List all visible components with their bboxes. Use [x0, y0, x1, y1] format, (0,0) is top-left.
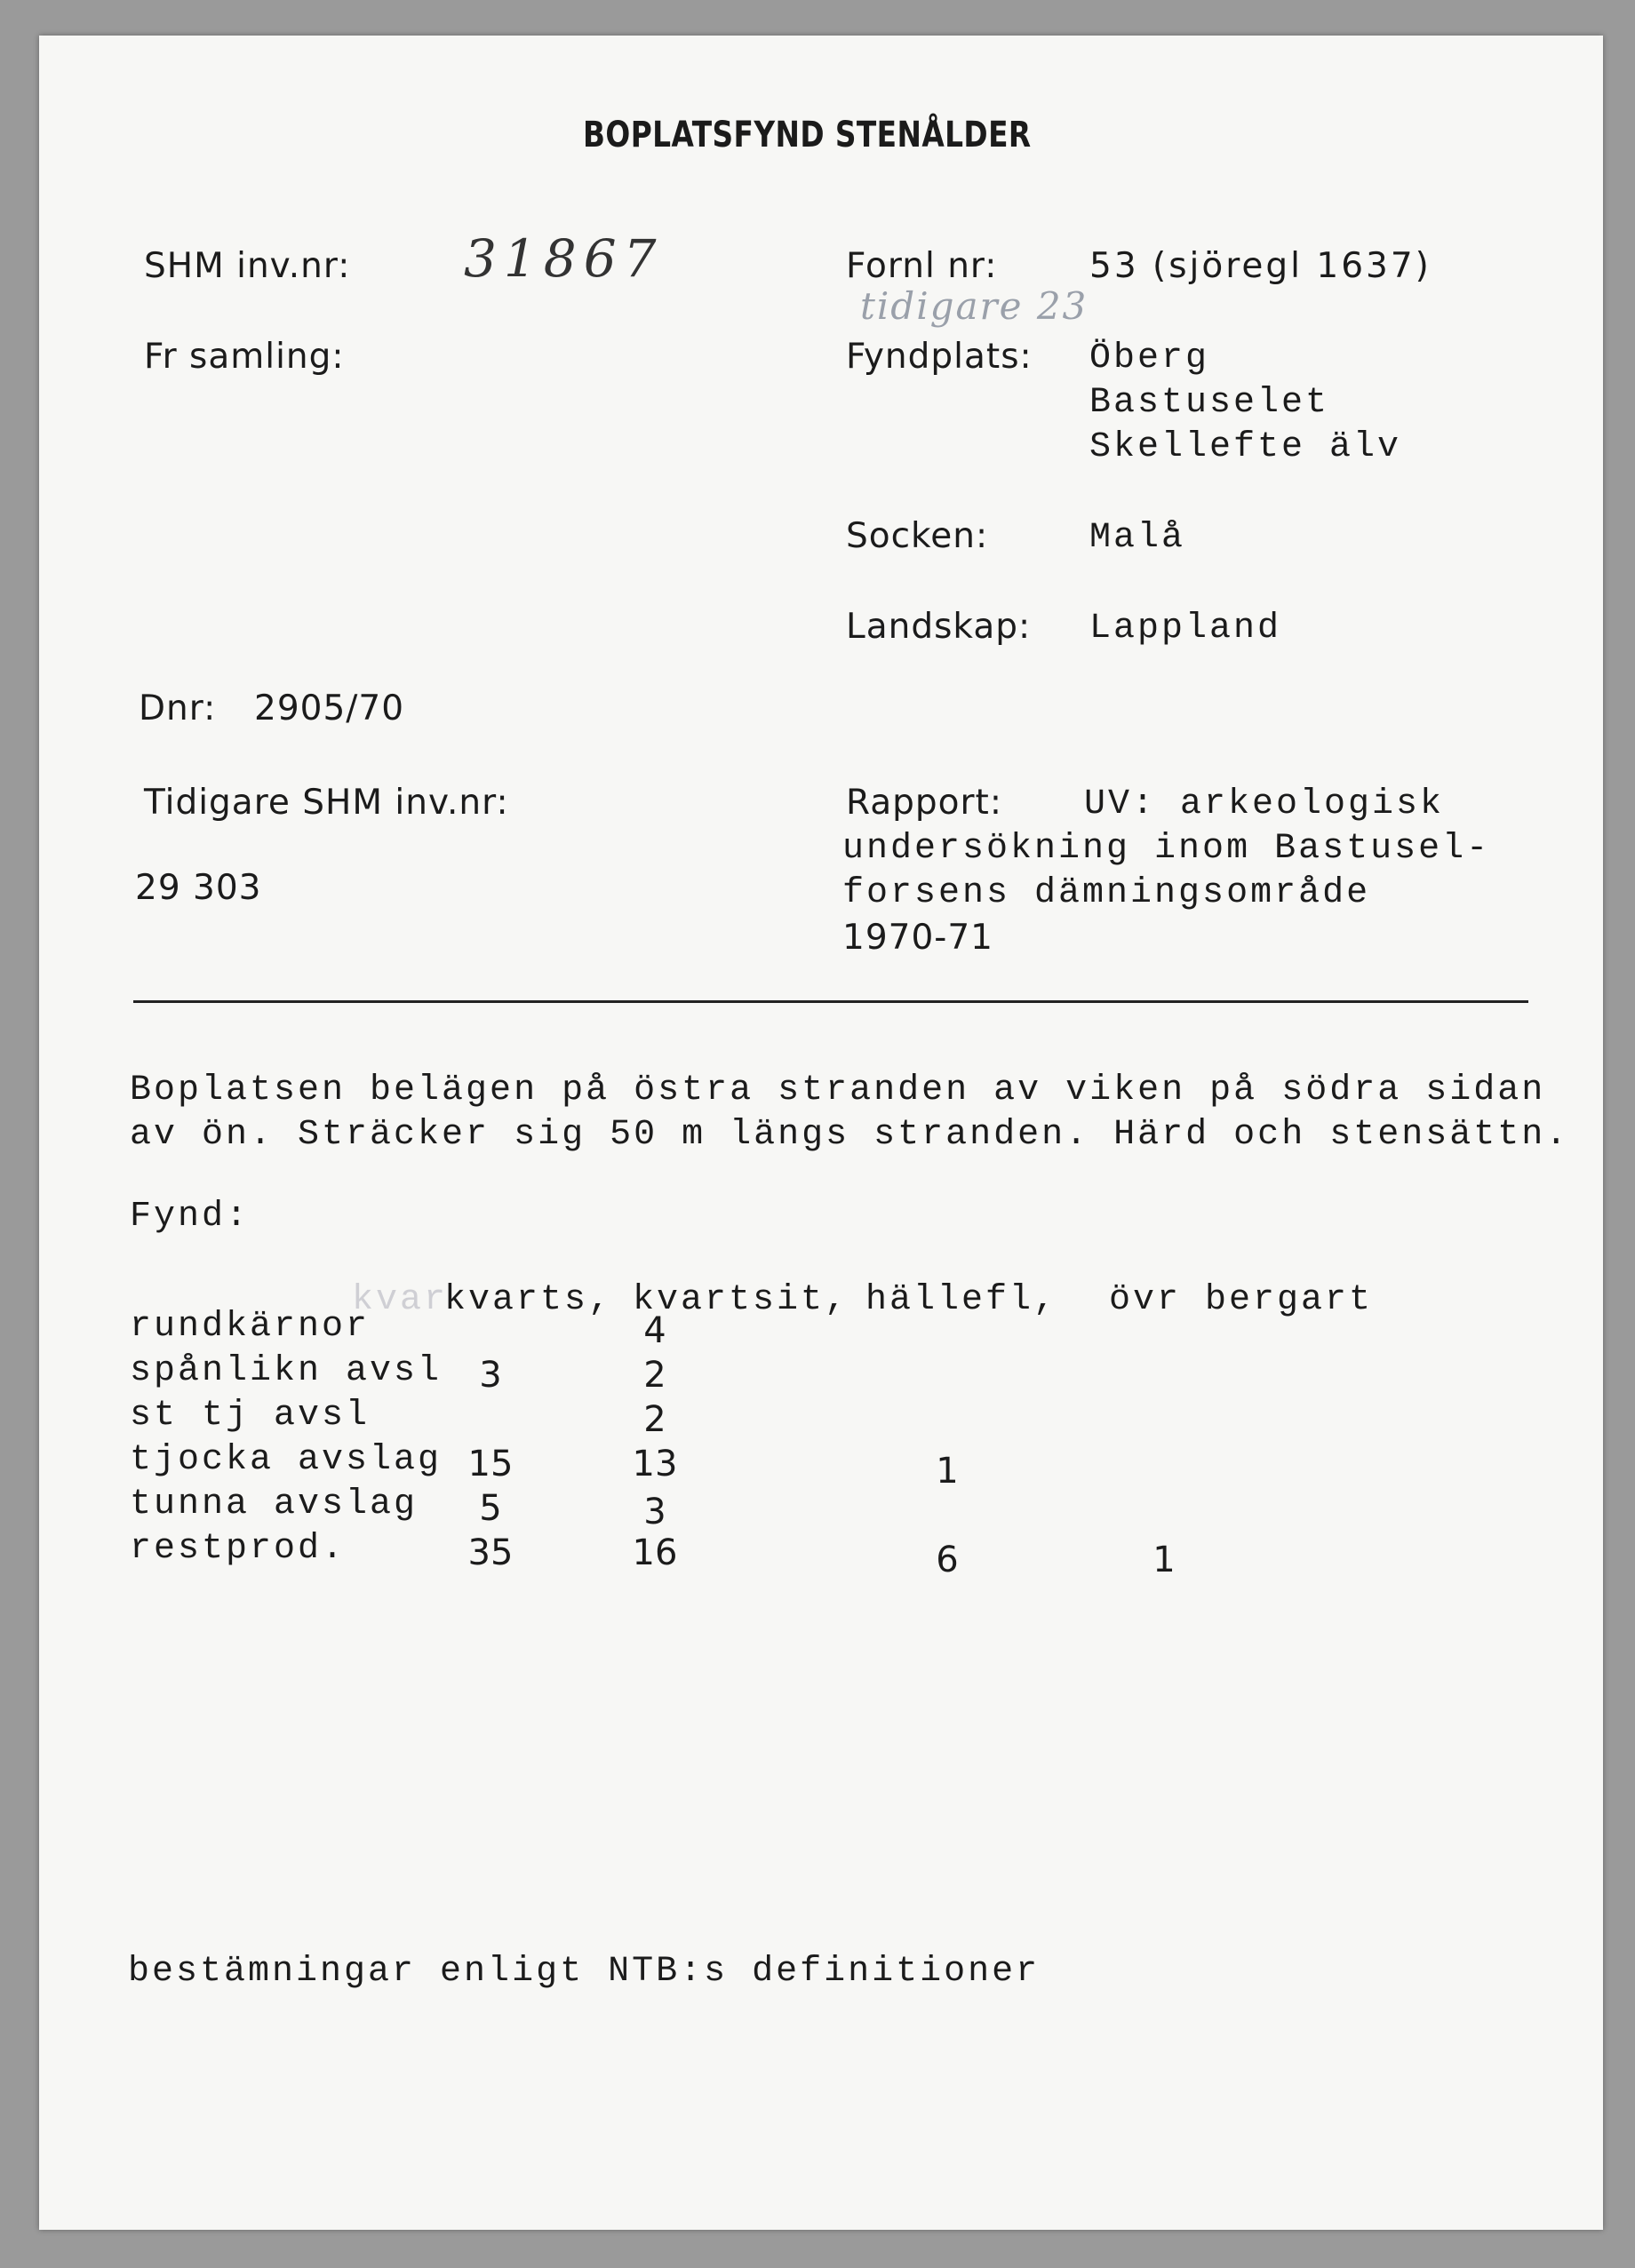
tidigare-value: 29 303 — [135, 868, 262, 908]
catalog-card — [39, 36, 1603, 2230]
row-label: tjocka avslag — [130, 1440, 443, 1480]
description-line-1: Boplatsen belägen på östra stranden av viken på södra sidan — [130, 1070, 1546, 1110]
socken-value: Malå — [1089, 518, 1186, 558]
rapport-label: Rapport: — [846, 783, 1002, 823]
fyndplats-label: Fyndplats: — [846, 337, 1033, 377]
cell-kvarts: 15 — [467, 1444, 514, 1484]
rapport-line-2: undersökning inom Bastusel- — [842, 829, 1491, 869]
rapport-line-3: forsens dämningsområde — [842, 873, 1371, 913]
socken-label: Socken: — [846, 516, 989, 556]
dnr-value: 2905/70 — [254, 688, 405, 728]
row-label: restprod. — [130, 1529, 347, 1569]
fornl-value: 53 (sjöregl 1637) — [1089, 246, 1432, 286]
fyndplats-line-1: Öberg — [1089, 338, 1210, 378]
fynd-label: Fynd: — [130, 1197, 251, 1237]
landskap-value: Lappland — [1089, 609, 1282, 649]
tidigare-label: Tidigare SHM inv.nr: — [144, 783, 509, 823]
cell-kvartsit: 13 — [632, 1444, 678, 1484]
fornl-note: tidigare 23 — [860, 284, 1089, 328]
footer-note: bestämningar enligt NTB:s definitioner — [128, 1952, 1041, 1992]
shm-inv-label: SHM inv.nr: — [144, 246, 351, 286]
row-label: rundkärnor — [130, 1307, 371, 1347]
cell-kvarts: 3 — [479, 1355, 502, 1396]
cell-kvartsit: 2 — [643, 1399, 666, 1440]
fyndplats-line-3: Skellefte älv — [1089, 427, 1402, 467]
header-hallefl: hällefl, — [865, 1280, 1058, 1320]
cell-kvartsit: 3 — [643, 1492, 666, 1532]
dnr-label: Dnr: — [139, 688, 217, 728]
fyndplats-line-2: Bastuselet — [1089, 383, 1330, 423]
cell-kvartsit: 16 — [632, 1532, 678, 1573]
row-label: spånlikn avsl — [130, 1351, 443, 1391]
cell-kvartsit: 4 — [643, 1310, 666, 1351]
cell-kvartsit: 2 — [643, 1355, 666, 1396]
header-ovr-bergart: övr bergart — [1109, 1280, 1374, 1320]
rapport-line-4: 1970-71 — [842, 918, 993, 958]
shm-inv-value: 31867 — [464, 228, 664, 289]
header-kvarts: kvarts, — [444, 1280, 613, 1320]
row-label: st tj avsl — [130, 1396, 371, 1436]
card-title: BOPLATSFYND STENÅLDER — [583, 115, 1032, 155]
cell-hallefl: 1 — [936, 1451, 959, 1492]
description-line-2: av ön. Sträcker sig 50 m längs stranden. Härd och stensättn. — [130, 1115, 1570, 1155]
landskap-label: Landskap: — [846, 607, 1032, 647]
cell-kvarts: 35 — [467, 1532, 514, 1573]
cell-hallefl: 6 — [936, 1540, 959, 1580]
divider-rule — [133, 1000, 1528, 1003]
ghost-text: kvar — [352, 1280, 449, 1320]
cell-kvarts: 5 — [479, 1488, 502, 1529]
fornl-label: Fornl nr: — [846, 246, 998, 286]
fr-samling-label: Fr samling: — [144, 337, 345, 377]
header-kvartsit: kvartsit, — [633, 1280, 849, 1320]
rapport-line-1: UV: arkeologisk — [1084, 784, 1445, 824]
cell-ovr-bergart: 1 — [1152, 1540, 1176, 1580]
row-label: tunna avslag — [130, 1484, 419, 1524]
